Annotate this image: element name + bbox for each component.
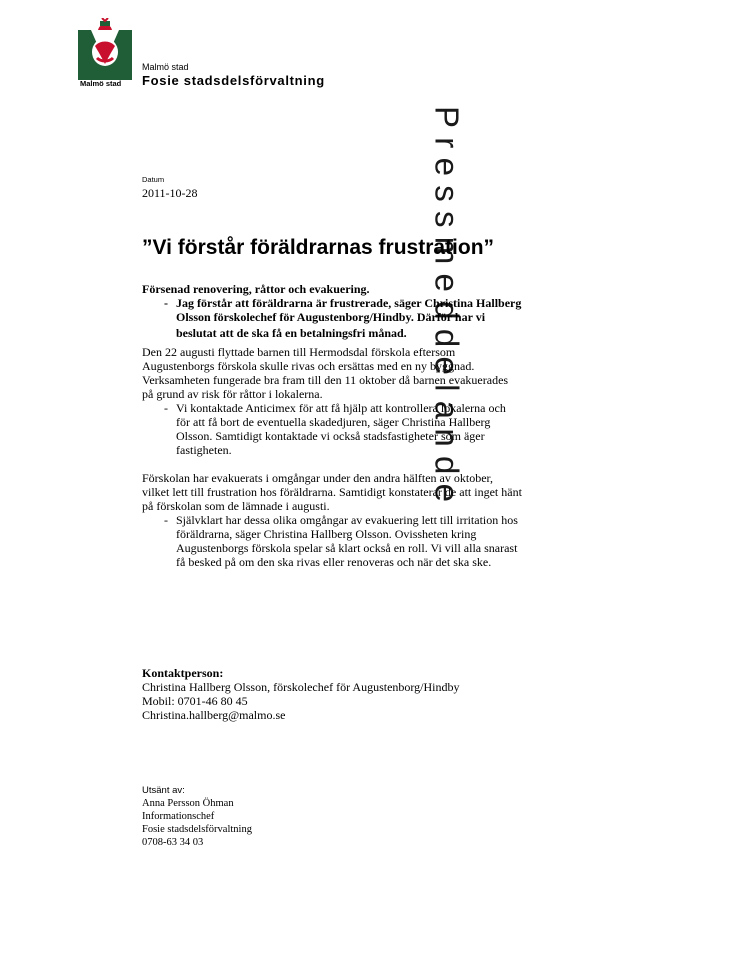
org-name: Fosie stadsdelsförvaltning bbox=[142, 73, 325, 88]
quote-2 bbox=[164, 513, 582, 569]
contact-email: Christina.hallberg@malmo.se bbox=[142, 708, 286, 722]
quote-1 bbox=[164, 401, 582, 457]
sender-line: Informationschef bbox=[142, 811, 215, 822]
quote-line: Olsson. Samtidigt kontaktade vi också stadsfastigheter som äger bbox=[176, 429, 485, 443]
article-body bbox=[142, 282, 582, 569]
quote-line: föräldrarna, säger Christina Hallberg Olsson. Ovissheten kring bbox=[176, 527, 477, 541]
quote-line: Självklart har dessa olika omgångar av evakuering lett till irritation hos bbox=[176, 513, 518, 527]
contact-name: Christina Hallberg Olsson, förskolechef för Augustenborg/Hindby bbox=[142, 680, 460, 694]
org-parent: Malmö stad bbox=[142, 62, 189, 72]
logo-caption: Malmö stad bbox=[80, 79, 122, 88]
intro-quote-line: Jag förstår att föräldrarna är frustrerade, säger Christina Hallberg bbox=[176, 296, 522, 310]
contact-phone: Mobil: 0701-46 80 45 bbox=[142, 694, 248, 708]
sender-line: 0708-63 34 03 bbox=[142, 837, 204, 848]
bullet-dash: - bbox=[164, 296, 168, 310]
bullet-dash: - bbox=[164, 401, 168, 415]
intro-quote-line: Olsson förskolechef för Augustenborg/Hindby. Därför har vi bbox=[176, 310, 486, 324]
press-release-vertical-label bbox=[428, 106, 686, 526]
contact-block bbox=[142, 666, 582, 722]
paragraph-line: Förskolan har evakuerats i omgångar under den andra hälften av oktober, bbox=[142, 471, 494, 485]
paragraph-2 bbox=[142, 471, 582, 513]
date-value: 2011-10-28 bbox=[142, 186, 198, 200]
paragraph-line: på förskolan som de lämnade i augusti. bbox=[142, 499, 330, 513]
quote-line: fastigheten. bbox=[176, 443, 232, 457]
bullet-dash: - bbox=[164, 513, 168, 527]
intro-quote-line: beslutat att de ska få en betalningsfri månad. bbox=[176, 326, 407, 340]
intro-quote bbox=[164, 296, 582, 340]
sender-line: Fosie stadsdelsförvaltning bbox=[142, 824, 252, 835]
contact-heading: Kontaktperson: bbox=[142, 666, 224, 680]
date-label: Datum bbox=[142, 175, 165, 184]
paragraph-line: Augustenborgs förskola skulle rivas och ersättas med en ny byggnad. bbox=[142, 359, 475, 373]
quote-line: för att få bort de eventuella skadedjuren, säger Christina Hallberg bbox=[176, 415, 491, 429]
sender-block bbox=[142, 784, 252, 849]
press-release-label: Pressmeddelande bbox=[428, 106, 466, 512]
subheading: Försenad renovering, råttor och evakuering. bbox=[142, 282, 370, 296]
paragraph-line: på grund av risk för råttor i lokalerna. bbox=[142, 387, 323, 401]
sender-label: Utsänt av: bbox=[142, 785, 185, 796]
paragraph-line: Den 22 augusti flyttade barnen till Hermodsdal förskola eftersom bbox=[142, 345, 456, 359]
paragraph-line: Verksamheten fungerade bra fram till den 11 oktober då barnen evakuerades bbox=[142, 373, 509, 387]
paragraph-1 bbox=[142, 345, 582, 401]
paragraph-line: vilket lett till frustration hos föräldrarna. Samtidigt konstaterar de att inget hänt bbox=[142, 485, 522, 499]
quote-line: Vi kontaktade Anticimex för att få hjälp att kontrollera lokalerna och bbox=[176, 401, 506, 415]
sender-line: Anna Persson Öhman bbox=[142, 798, 234, 809]
quote-line: Augustenborgs förskola spelar så klart också en roll. Vi vill alla snarast bbox=[176, 541, 518, 555]
headline: ”Vi förstår föräldrarnas frustration” bbox=[142, 236, 495, 259]
quote-line: få besked på om den ska rivas eller renoveras och när det ska ske. bbox=[176, 555, 492, 569]
